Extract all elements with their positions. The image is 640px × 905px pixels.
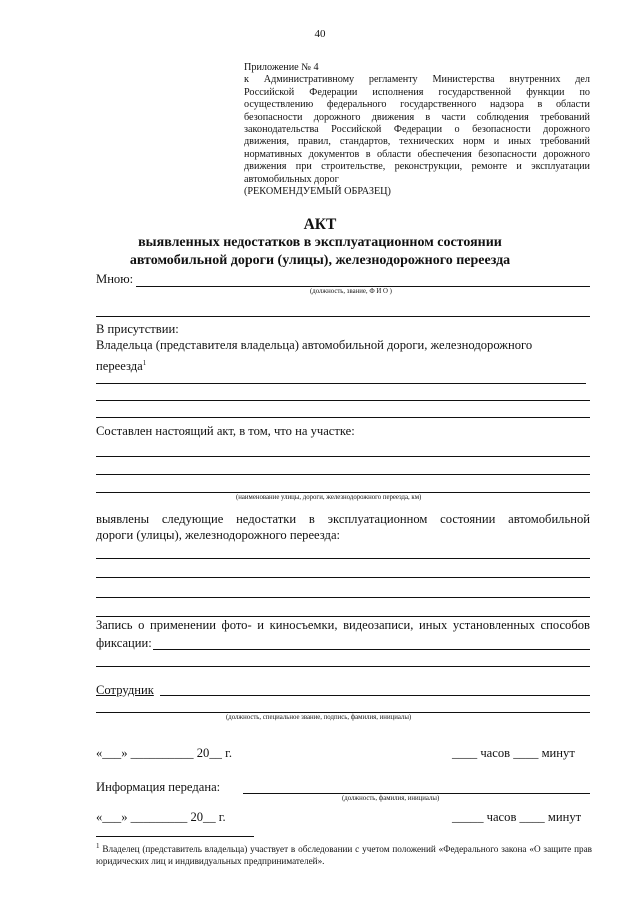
appendix-line: Российской Федерации исполнения государственной функции по (244, 86, 590, 98)
section-field-2[interactable] (96, 474, 590, 475)
employee-caption: (должность, специальное звание, подпись, фамилия, инициалы) (226, 714, 412, 721)
footnote-marker: 1 (96, 842, 100, 850)
appendix-last-line: автомобильных дорог (244, 173, 339, 185)
appendix-line: движения при строительстве, реконструкции, ремонте и эксплуатации (244, 161, 590, 173)
owner-field-3[interactable] (96, 417, 590, 418)
record-field-2[interactable] (96, 666, 590, 667)
date-field-2[interactable]: «___» _________ 20__ г. (96, 810, 226, 824)
presence-label: В присутствии: (96, 322, 179, 336)
employee-field-2[interactable] (96, 712, 590, 713)
appendix-text (244, 74, 590, 173)
defects-field-3[interactable] (96, 597, 590, 598)
owner-label-line-2: переезда$^1$ (96, 359, 147, 374)
info-passed-label: Информация передана: (96, 780, 221, 794)
appendix-number: Приложение № 4 (244, 62, 319, 73)
footnote-text: Владелец (представитель владельца) участвует в обследовании с учетом положений «Федерального закона «О защите прав юридических лиц и индивидуальных предпринимателей». (96, 844, 593, 867)
by-me-field[interactable] (136, 286, 590, 287)
date-field-1[interactable]: «___» __________ 20__ г. (96, 746, 232, 760)
owner-label-line-1: Владельца (представителя владельца) автомобильной дороги, железнодорожного (96, 338, 533, 352)
defects-field-2[interactable] (96, 577, 590, 578)
info-caption: (должность, фамилия, инициалы) (342, 795, 440, 802)
defects-field-1[interactable] (96, 558, 590, 559)
appendix-line: безопасности дорожного движения в части соблюдения требований (244, 111, 590, 123)
section-field-3[interactable] (96, 492, 590, 493)
appendix-note: (РЕКОМЕНДУЕМЫЙ ОБРАЗЕЦ) (244, 186, 391, 198)
section-field-1[interactable] (96, 456, 590, 457)
info-passed-field[interactable] (243, 793, 590, 794)
act-title: АКТ (303, 216, 337, 233)
appendix-line: нормативных документов в области обеспечения безопасности дорожного (244, 148, 590, 160)
owner-field-1[interactable] (96, 383, 586, 384)
appendix-line: законодательства Российской Федерации о безопасности дорожного (244, 124, 590, 136)
employee-field-1[interactable] (160, 695, 590, 696)
composed-label: Составлен настоящий акт, в том, что на участке: (96, 424, 355, 438)
act-subtitle-line-2: автомобильной дороги (улицы), железнодорожного переезда (129, 253, 511, 268)
footnote-separator (96, 836, 254, 837)
by-me-field-2[interactable] (96, 316, 590, 317)
appendix-line: движения, правил, стандартов, технических норм и иных требований (244, 136, 590, 148)
found-label-line-2: дороги (улицы), железнодорожного переезда: (96, 528, 341, 542)
page-number: 40 (314, 28, 326, 40)
appendix-line: к Административному регламенту Министерства внутренних дел (244, 74, 590, 86)
employee-label: Сотрудник (96, 683, 154, 697)
owner-field-2[interactable] (96, 400, 590, 401)
by-me-caption: (должность, звание, Ф И О ) (310, 288, 392, 295)
time-field-1[interactable]: ____ часов ____ минут (452, 746, 575, 760)
record-field-1[interactable] (153, 649, 590, 650)
by-me-label: Мною: (96, 272, 134, 286)
defects-field-4[interactable] (96, 616, 590, 617)
footnote (96, 840, 592, 867)
footnote-ref: 1 (142, 359, 147, 367)
record-label-line-2: фиксации: (96, 636, 152, 650)
appendix-block (244, 62, 590, 198)
act-subtitle-line-1: выявленных недостатков в эксплуатационном состоянии (138, 235, 502, 250)
time-field-2[interactable]: _____ часов ____ минут (452, 810, 582, 824)
found-label-line-1: выявлены следующие недостатки в эксплуатационном состоянии автомобильной (96, 512, 590, 526)
section-caption: (наименование улицы, дороги, железнодорожного переезда, км) (236, 494, 422, 501)
record-label-line-1: Запись о применении фото- и киносъемки, видеозаписи, иных установленных способов (96, 618, 590, 632)
appendix-line: осуществлению федерального государственного надзора в области (244, 99, 590, 111)
